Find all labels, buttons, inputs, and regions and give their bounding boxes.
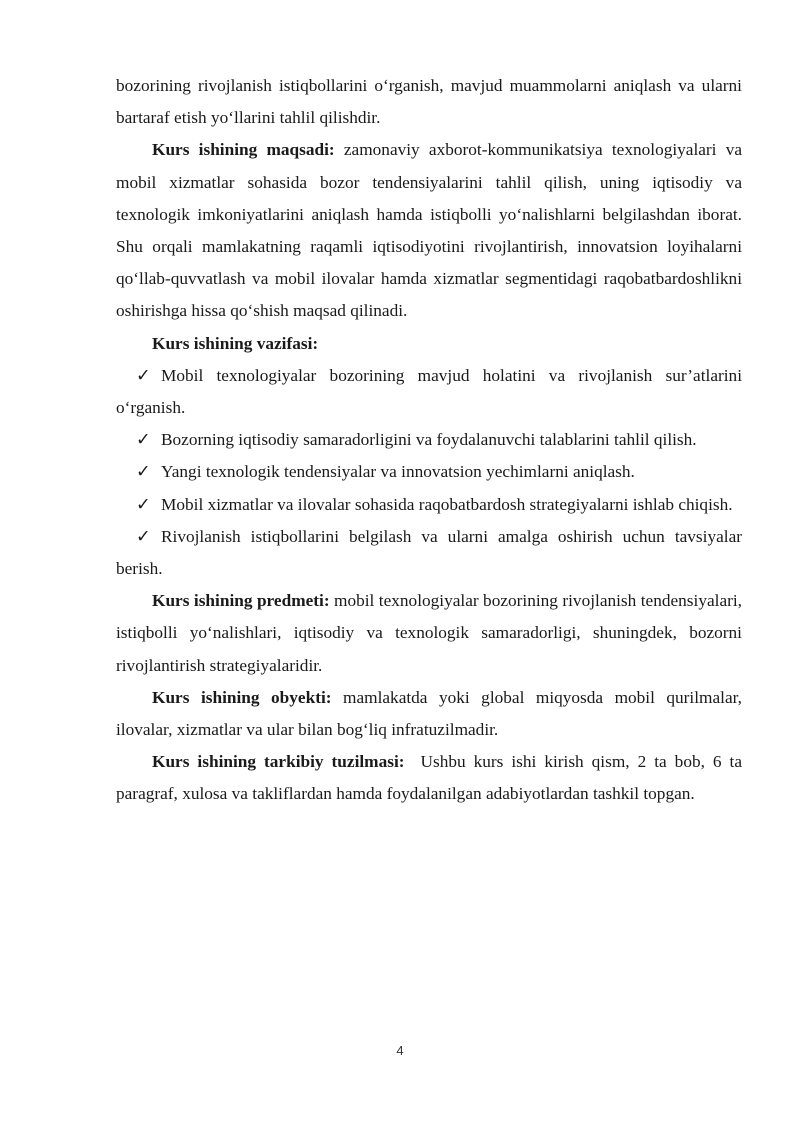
bullet-text: Mobil texnologiyalar bozorining mavjud holatini va rivojlanish sur’atlarini o‘rganish. (116, 365, 742, 418)
bullet-text: Bozorning iqtisodiy samaradorligini va foydalanuvchi talablarini tahlil qilish. (161, 430, 697, 450)
checkmark-icon: ✓ (136, 365, 151, 385)
bullet-item (116, 489, 742, 521)
maqsad-paragraph (116, 134, 742, 327)
obyekt-text: mamlakatda yoki global miqyosda mobil qurilmalar, ilovalar, xizmatlar va ular bilan bog‘liq infratuzilmadir. (116, 687, 742, 740)
bullet-item (116, 360, 742, 424)
bullet-item (116, 521, 742, 585)
vazifa-paragraph (116, 328, 742, 360)
page-number: 4 (396, 1043, 404, 1058)
bullet-item (116, 456, 742, 488)
predmet-heading: Kurs ishining predmeti: (152, 591, 330, 611)
tuzilma-heading: Kurs ishining tarkibiy tuzilmasi: (152, 752, 405, 772)
checkmark-icon: ✓ (136, 494, 151, 514)
bullet-item (116, 424, 742, 456)
checkmark-icon: ✓ (136, 526, 151, 546)
obyekt-paragraph (116, 682, 742, 746)
document-page (116, 70, 747, 811)
intro-paragraph: bozorining rivojlanish istiqbollarini o‘rganish, mavjud muammolarni aniqlash va ularni bartaraf etish yo‘llarini tahlil qilishdir. (116, 76, 742, 128)
checkmark-icon: ✓ (136, 462, 151, 482)
predmet-paragraph (116, 585, 742, 682)
vazifa-heading: Kurs ishining vazifasi: (152, 333, 319, 353)
checkmark-icon: ✓ (136, 430, 151, 450)
tuzilma-paragraph (116, 746, 747, 810)
maqsad-text: zamonaviy axborot-kommunikatsiya texnologiyalari va mobil xizmatlar sohasida bozor tendensiyalarini tahlil qilish, uning iqtisodiy va texnologik imkoniyatlarini aniqlash hamda istiqbolli yo‘nalishlarni belgilashdan iborat. Shu orqali mamlakatning raqamli iqtisodiyotini rivojlantirish, innovatsion loyihalarni qo‘llab-quvvatlash va mobil ilovalar hamda xizmatlar segmentidagi raqobatbardoshlikni oshirishga hissa qo‘shish maqsad qilinadi. (116, 140, 743, 321)
maqsad-heading: Kurs ishining maqsadi: (152, 140, 335, 160)
bullet-text: Rivojlanish istiqbollarini belgilash va ularni amalga oshirish uchun tavsiyalar berish. (116, 526, 742, 579)
predmet-text: mobil texnologiyalar bozorining rivojlanish tendensiyalari, istiqbolli yo‘nalishlari, iqtisodiy va texnologik samaradorligi, shuningdek, bozorni rivojlantirish strategiyalaridir. (116, 591, 742, 675)
tuzilma-text: Ushbu kurs ishi kirish qism, 2 ta bob, 6 ta paragraf, xulosa va takliflardan hamda foydalanilgan adabiyotlardan tashkil topgan. (116, 752, 747, 804)
bullet-text: Mobil xizmatlar va ilovalar sohasida raqobatbardosh strategiyalarni ishlab chiqish. (161, 494, 733, 514)
obyekt-heading: Kurs ishining obyekti: (152, 687, 332, 707)
bullet-text: Yangi texnologik tendensiyalar va innovatsion yechimlarni aniqlash. (161, 462, 635, 482)
